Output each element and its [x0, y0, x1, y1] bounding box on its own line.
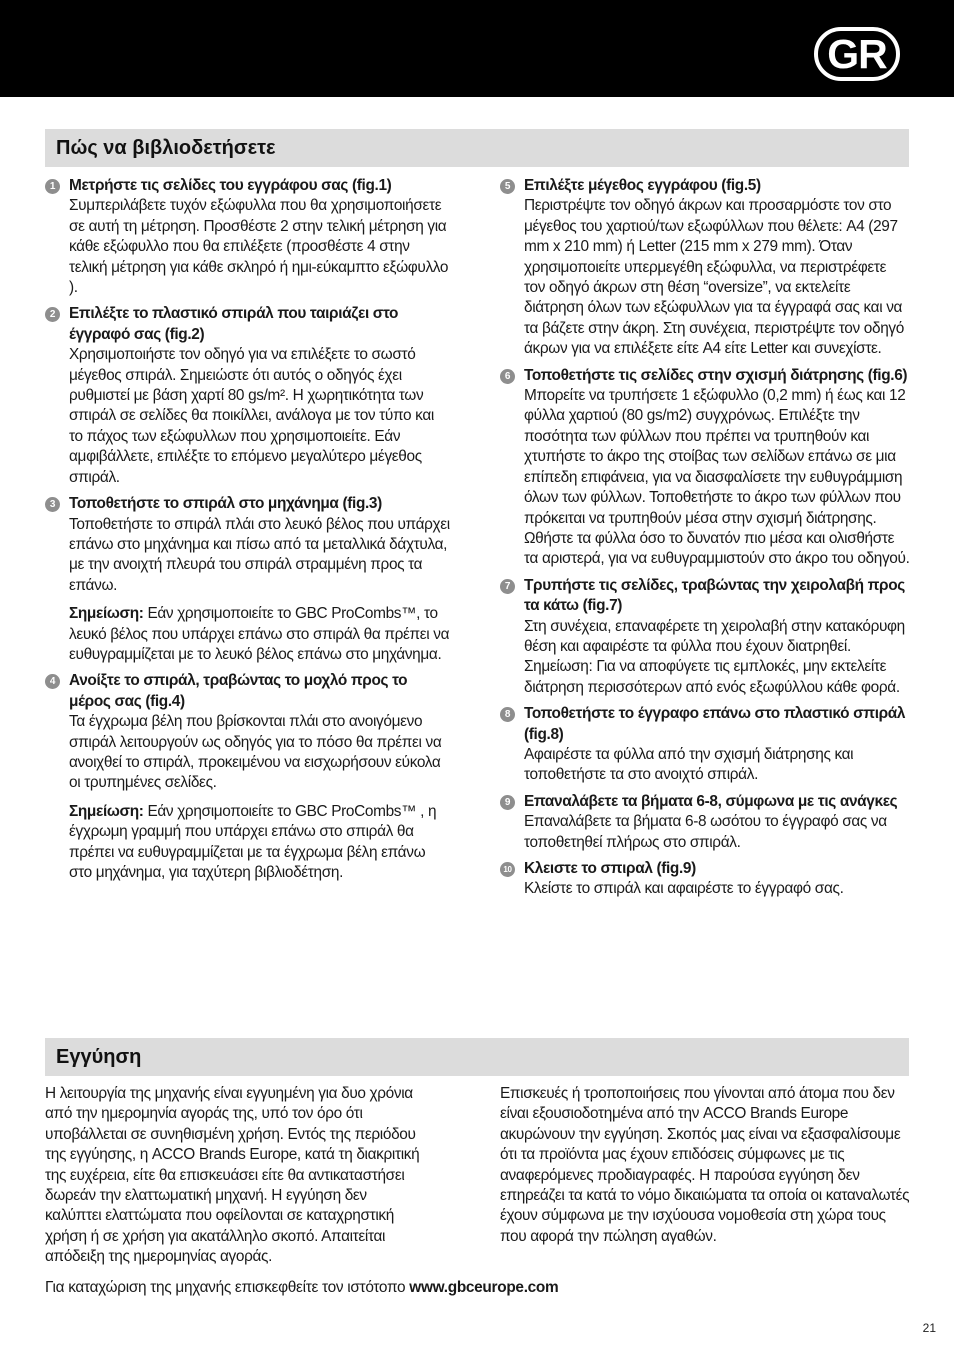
step-number-badge: 4 — [45, 674, 60, 689]
note-label: Σημείωση: — [69, 605, 144, 623]
note-text: Εάν χρησιμοποιείτε το GBC ProCombs™ , η έγχρωμη γραμμή που υπάρχει επάνω στο σπιράλ θα πρέπει να ευθυγραμμίζεται με τα έγχρωμα βέλη επάνω στο μηχάνημα, για ταχύτερη βιβλιοδέτηση. — [69, 802, 437, 881]
step-number-badge: 7 — [500, 579, 515, 594]
step-note — [69, 802, 450, 884]
step-title: Κλειστε το σπιραλ (fig.9) — [524, 860, 696, 877]
registration-line — [45, 1279, 558, 1297]
step-5 — [500, 176, 910, 360]
step-2 — [45, 304, 450, 488]
step-3 — [45, 494, 450, 665]
step-number-badge: 1 — [45, 179, 60, 194]
step-number-badge: 10 — [500, 862, 515, 877]
binding-right-column — [500, 176, 910, 906]
top-header-bar — [0, 0, 954, 97]
language-badge: GR — [814, 27, 900, 81]
step-number-badge: 8 — [500, 707, 515, 722]
warranty-left-paragraph: Η λειτουργία της μηχανής είναι εγγυημένη για δυο χρόνια από την ημερομηνία αγοράς της, υπό τον όρο ότι υποβάλλεται σε συνηθισμένη χρήση. Εντός της περιόδου της εγγύησης, η ACCO Brands Europe, κατά τη διακριτική της ευχέρεια, είτε θα επισκευάσει είτε θα αντικαταστήσει δωρεάν την ελαττωματική μηχανή. Η εγγύηση δεν καλύπτει ελαττώματα που οφείλονται σε καταχρηστική χρήση ή σε χρήση για ακατάλληλο σκοπό. Απαιτείται απόδειξη της ημερομηνίας αγοράς. — [45, 1085, 420, 1266]
step-body: Αφαιρέστε τα φύλλα από την σχισμή διάτρησης και τοποθετήστε τα στο ανοιχτό σπιράλ. — [524, 745, 854, 784]
step-title: Επιλέξτε μέγεθος εγγράφου (fig.5) — [524, 177, 761, 194]
step-title: Επιλέξτε το πλαστικό σπιράλ που ταιριάζει στο έγγραφό σας (fig.2) — [69, 305, 399, 343]
website-link[interactable]: www.gbceurope.com — [409, 1279, 559, 1296]
step-body: Χρησιμοποιήστε τον οδηγό για να επιλέξετε το σωστό μέγεθος σπιράλ. Σημειώστε ότι αυτός ο οδηγός έχει ρυθμιστεί με βάση χαρτί 80 gs/m². Η χωρητικότητα των σπιράλ σε σελίδες θα ποικίλλει, ανάλογα με τον τύπο και το πάχος των εξώφυλλων που χρησιμοποιείτε. Εάν αμφιβάλλετε, επιλέξτε το επόμενο μεγαλύτερο μέγεθος σπιράλ. — [69, 346, 434, 486]
step-title: Τοποθετήστε τις σελίδες στην σχισμή διάτρησης (fig.6) — [524, 366, 908, 384]
step-body: Κλείστε το σπιράλ και αφαιρέστε το έγγραφό σας. — [524, 880, 844, 898]
step-number-badge: 3 — [45, 497, 60, 512]
step-1 — [45, 176, 450, 298]
step-title: Τρυπήστε τις σελίδες, τραβώντας την χειρολαβή προς τα κάτω (fig.7) — [524, 576, 905, 615]
step-8 — [500, 704, 910, 786]
step-7 — [500, 576, 910, 698]
binding-left-column — [45, 176, 450, 889]
step-body: Τα έγχρωμα βέλη που βρίσκονται πλάι στο ανοιγόμενο σπιράλ λειτουργούν ως οδηγός για το πόσο θα πρέπει να ανοιχθεί το σπιράλ, προκειμένου να εισχωρήσουν εύκολα οι τρυπημένες σελίδες. — [69, 713, 442, 792]
step-number-badge: 6 — [500, 369, 515, 384]
step-6 — [500, 366, 910, 570]
step-title: Ανοίξτε το σπιράλ, τραβώντας το μοχλό προς το μέρος σας (fig.4) — [69, 672, 408, 710]
registration-text: Για καταχώριση της μηχανής επισκεφθείτε τον ιστότοπο — [45, 1279, 410, 1296]
step-title: Τοποθετήστε το σπιράλ στο μηχάνημα (fig.3) — [69, 495, 382, 513]
step-body: Στη συνέχεια, επαναφέρετε τη χειρολαβή στην κατακόρυφη θέση και αφαιρέστε τα φύλλα που έχουν διατρηθεί. Σημείωση: Για να αποφύγετε τις εμπλοκές, μην εκτελείτε διάτρηση περισσότερων από ενός εξωφύλλου κάθε φορά. — [524, 617, 905, 696]
page-number: 21 — [922, 1321, 936, 1335]
binding-section-heading: Πώς να βιβλιοδετήσετε — [45, 129, 909, 167]
step-number-badge: 5 — [500, 179, 515, 194]
step-number-badge: 9 — [500, 795, 515, 810]
step-body: Επαναλάβετε τα βήματα 6-8 ωσότου το έγγραφό σας να τοποθετηθεί πλήρως στο σπιράλ. — [524, 813, 887, 851]
note-text: Εάν χρησιμοποιείτε το GBC ProCombs™, το λευκό βέλος που υπάρχει επάνω στο σπιράλ θα πρέπει να ευθυγραμμίζεται με το λευκό βέλος επάνω στο μηχάνημα. — [69, 605, 450, 663]
step-10 — [500, 859, 910, 900]
warranty-right-paragraph: Επισκευές ή τροποποιήσεις που γίνονται από άτομα που δεν είναι εξουσιοδοτημένα από την ACCO Brands Europe ακυρώνουν την εγγύηση. Σκοπός μας είναι να εξασφαλίσουμε ότι τα προϊόντα μας έχουν επιδόσεις σύμφωνες με τις αναφερόμενες προδιαγραφές. Η παρούσα εγγύηση δεν επηρεάζει τα κατά το νόμο δικαιώματα τα οποία οι καταναλωτές έχουν σύμφωνα με την ισχύουσα νομοθεσία στη χώρα τους που αφορά την πώληση αγαθών. — [500, 1085, 910, 1245]
step-body: Τοποθετήστε το σπιράλ πλάι στο λευκό βέλος που υπάρχει επάνω στο μηχάνημα και πίσω από τα μεταλλικά δάχτυλα, με την ανοιχτή πλευρά του σπιράλ στραμμένη προς τα επάνω. — [69, 515, 450, 594]
step-body: Περιστρέψτε τον οδηγό άκρων και προσαρμόστε τον στο μέγεθος του χαρτιού/των εξωφύλλων που θέλετε: A4 (297 mm x 210 mm) ή Letter (215 mm x 279 mm). Όταν χρησιμοποιείτε υπερμεγέθη εξώφυλλα, να περιστρέφετε τον οδηγό άκρων στη θέση “oversize”, να εκτελείτε διάτρηση όλων των εξώφυλλων για τα έγγραφά σας και να τα βάζετε στην άκρη. Στη συνέχεια, περιστρέψτε τον οδηγό άκρων για να επιλέξετε είτε A4 είτε Letter και συνεχίστε. — [524, 197, 904, 358]
step-title: Μετρήστε τις σελίδες του εγγράφου σας (fig.1) — [69, 177, 392, 194]
note-label: Σημείωση: — [69, 802, 144, 820]
step-title: Επαναλάβετε τα βήματα 6-8, σύμφωνα με τις ανάγκες — [524, 792, 898, 810]
step-body: Μπορείτε να τρυπήσετε 1 εξώφυλλο (0,2 mm) ή έως και 12 φύλλα χαρτιού (80 gs/m2) συγχρόνως. Επιλέξτε την ποσότητα των φύλλων που πρέπει να τρυπηθούν και χτυπήστε το άκρο της στοίβας των σελίδων επάνω σε μια επίπεδη επιφάνεια, για να διασφαλίσετε την ευθυγράμμιση όλων των φύλλων. Τοποθετήστε το άκρο των φύλλων που πρόκειται να τρυπηθούν μέσα στην σχισμή διάτρησης. Ωθήστε τα φύλλα όσο το δυνατόν πιο μέσα και ολισθήστε τα αριστερά, για να ευθυγραμμιστούν στο άκρο του οδηγού. — [524, 387, 910, 568]
step-9 — [500, 792, 910, 853]
step-4 — [45, 671, 450, 883]
warranty-section-heading: Εγγύηση — [45, 1038, 909, 1076]
step-number-badge: 2 — [45, 307, 60, 322]
step-body: Συμπεριλάβετε τυχόν εξώφυλλα που θα χρησιμοποιήσετε σε αυτή τη μέτρηση. Προσθέστε 2 στην τελική μέτρηση για κάθε εξώφυλλο που θα επιλέξετε (προσθέστε 4 στην τελική μέτρηση για κάθε σκληρό ή ημι-εύκαμπτο εξώφυλλο ). — [69, 197, 449, 297]
step-title: Τοποθετήστε το έγγραφο επάνω στο πλαστικό σπιράλ (fig.8) — [524, 705, 906, 743]
step-note — [69, 604, 450, 665]
